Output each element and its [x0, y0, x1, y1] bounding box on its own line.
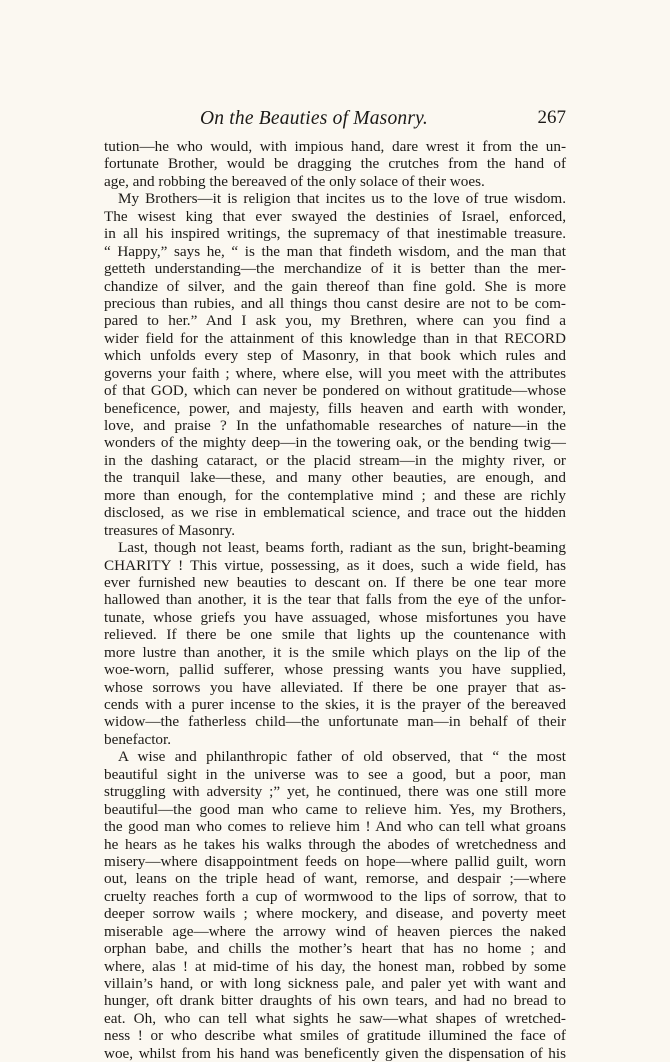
text-line: precious than rubies, and all things thou canst desire are not to be com- — [104, 294, 566, 312]
text-line: governs your faith ; where, where else, will you meet with the attributes — [104, 364, 566, 382]
text-line: wider field for the attainment of this knowledge than in that RECORD — [104, 329, 566, 347]
text-line: woe, whilst from his hand was beneficently given the dispensation of his — [104, 1044, 566, 1062]
text-line: beautiful—the good man who came to relieve him. Yes, my Brothers, — [104, 800, 566, 818]
text-line: hunger, oft drank bitter draughts of his own tears, and had no bread to — [104, 992, 566, 1010]
text-line: relieved. If there be one smile that lights up the countenance with — [104, 626, 566, 644]
text-line: getteth understanding—the merchandize of it is better than the mer- — [104, 260, 566, 278]
text-line: My Brothers—it is religion that incites us to the love of true wisdom. — [118, 190, 566, 208]
text-line: widow—the fatherless child—the unfortunate man—in behalf of their — [104, 713, 566, 731]
text-line: miserable age—where the arrowy wind of heaven pierces the naked — [104, 922, 566, 940]
text-line: misery—where disappointment feeds on hope—where pallid guilt, worn — [104, 852, 566, 870]
text-line: The wisest king that ever swayed the destinies of Israel, enforced, — [104, 207, 566, 225]
text-line: beautiful sight in the universe was to see a good, but a poor, man — [104, 765, 566, 783]
running-head — [104, 108, 566, 138]
text-line: fortunate Brother, would be dragging the crutches from the hand of — [104, 155, 566, 173]
text-line: of that GOD, which can never be pondered on without gratitude—whose — [104, 382, 566, 400]
text-line: deeper sorrow wails ; where mockery, and disease, and poverty meet — [104, 905, 566, 923]
text-line: woe-worn, pallid sufferer, whose pressing wants you have supplied, — [104, 661, 566, 679]
text-line: in the dashing cataract, or the placid stream—in the mighty river, or — [104, 451, 566, 469]
text-line: out, leans on the triple head of want, remorse, and despair ;—where — [104, 870, 566, 888]
text-line: more than enough, for the contemplative mind ; and these are richly — [104, 486, 566, 504]
text-line: wonders of the mighty deep—in the towering oak, or the bending twig— — [104, 434, 566, 452]
text-line: cends with a purer incense to the skies, it is the prayer of the bereaved — [104, 696, 566, 713]
text-line: more lustre than another, it is the smile which plays on the lip of the — [104, 643, 566, 661]
text-line: CHARITY ! This virtue, possessing, as it does, such a wide field, has — [104, 556, 566, 574]
text-line: villain’s hand, or with long sickness pale, and paler yet with want and — [104, 975, 566, 992]
page-number: 267 — [537, 107, 566, 128]
text-line: disclosed, as we rise in emblematical science, and trace out the hidden — [104, 504, 566, 522]
text-line: he hears as he takes his walks through the abodes of wretchedness and — [104, 835, 566, 853]
text-line: ness ! or who describe what smiles of gratitude illumined the face of — [104, 1027, 566, 1045]
text-line: pared to her.” And I ask you, my Brethren, where can you find a — [104, 312, 566, 330]
book-page — [104, 108, 566, 1062]
text-line: love, and praise ? In the unfathomable researches of nature—in the — [104, 417, 566, 434]
text-line: struggling with adversity ;” yet, he continued, there was one still more — [104, 783, 566, 801]
text-line: A wise and philanthropic father of old observed, that “ the most — [118, 748, 566, 766]
text-line: tution—he who would, with impious hand, dare wrest it from the un- — [104, 138, 566, 155]
text-line: the good man who comes to relieve him ! And who can tell what groans — [104, 818, 566, 836]
text-line: tunate, whose griefs you have assuaged, whose misfortunes you have — [104, 608, 566, 626]
text-line: ever furnished new beauties to descant on. If there be one tear more — [104, 573, 566, 591]
text-line: where, alas ! at mid-time of his day, the honest man, robbed by some — [104, 957, 566, 975]
body-text — [104, 138, 566, 1062]
text-line: the tranquil lake—these, and many other beauties, are enough, and — [104, 469, 566, 487]
text-line: orphan babe, and chills the mother’s heart that has no home ; and — [104, 940, 566, 958]
text-line: cruelty reaches forth a cup of wormwood to the lips of sorrow, that to — [104, 887, 566, 905]
text-line: “ Happy,” says he, “ is the man that findeth wisdom, and the man that — [104, 242, 566, 260]
text-line: in all his inspired writings, the supremacy of that inestimable treasure. — [104, 225, 566, 243]
text-line: Last, though not least, beams forth, radiant as the sun, bright-beaming — [118, 539, 566, 557]
running-title: On the Beauties of Masonry. — [200, 108, 428, 129]
text-line: eat. Oh, who can tell what sights he saw—what shapes of wretched- — [104, 1009, 566, 1027]
text-line: benefactor. — [104, 730, 172, 748]
text-line: beneficence, power, and majesty, fills heaven and earth with wonder, — [104, 399, 566, 417]
text-line: chandize of silver, and the gain thereof than fine gold. She is more — [104, 277, 566, 295]
text-line: which unfolds every step of Masonry, in that book which rules and — [104, 347, 566, 365]
text-line: whose sorrows you have alleviated. If there be one prayer that as- — [104, 678, 566, 696]
text-line: treasures of Masonry. — [104, 521, 236, 539]
text-line: age, and robbing the bereaved of the only solace of their woes. — [104, 172, 485, 190]
text-line: hallowed than another, it is the tear that falls from the eye of the unfor- — [104, 591, 566, 609]
